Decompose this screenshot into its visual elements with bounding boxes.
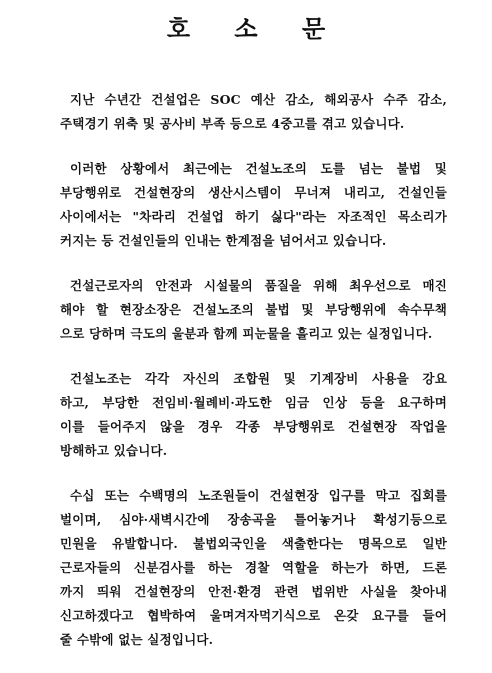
paragraph-line: 주택경기 위축 및 공사비 부족 등으로 4중고를 겪고 있습니다. [60, 116, 405, 131]
paragraph-line: 커지는 등 건설인들의 인내는 한계점을 넘어서고 있습니다. [60, 233, 387, 248]
paragraph-4 [60, 367, 447, 463]
paragraph-line: 지난 수년간 건설업은 SOC 예산 감소, 해외공사 수주 감소, [70, 92, 447, 107]
paragraph-line: 해야 할 현장소장은 건설노조의 불법 및 부당행위에 속수무책 [60, 302, 447, 317]
paragraph-line: 민원을 유발합니다. 불법외국인을 색출한다는 명목으로 일반 [60, 536, 447, 551]
paragraph-line: 부당행위로 건설현장의 생산시스템이 무너져 내리고, 건설인들 [60, 185, 447, 200]
paragraph-line: 으로 당하며 극도의 울분과 함께 피눈물을 흘리고 있는 실정입니다. [60, 326, 433, 341]
document-title: 호 소 문 [166, 14, 344, 43]
paragraph-line: 사이에서는 "차라리 건설업 하기 싫다"라는 자조적인 목소리가 [60, 209, 447, 224]
paragraph-line: 방해하고 있습니다. [60, 443, 168, 458]
paragraph-line: 건설노조는 각각 자신의 조합원 및 기계장비 사용을 강요 [70, 371, 447, 386]
paragraph-1 [60, 88, 447, 136]
paragraph-line: 줄 수밖에 없는 실정입니다. [60, 632, 214, 647]
paragraph-line: 이러한 상황에서 최근에는 건설노조의 도를 넘는 불법 및 [70, 161, 447, 176]
paragraph-3 [60, 274, 447, 346]
paragraph-line: 하고, 부당한 전임비·월례비·과도한 임금 인상 등을 요구하며 [60, 395, 447, 410]
paragraph-line: 이를 들어주지 않을 경우 각종 부당행위로 건설현장 작업을 [60, 419, 447, 434]
paragraph-line: 근로자들의 신분검사를 하는 경찰 역할을 하는가 하면, 드론 [60, 560, 447, 575]
paragraph-line: 까지 띄워 건설현장의 안전·환경 관련 법위반 사실을 찾아내 [60, 584, 447, 599]
paragraph-5 [60, 484, 447, 652]
paragraph-line: 수십 또는 수백명의 노조원들이 건설현장 입구를 막고 집회를 [70, 488, 447, 503]
paragraph-2 [60, 157, 447, 253]
paragraph-line: 신고하겠다고 협박하여 울며겨자먹기식으로 온갖 요구를 들어 [60, 608, 447, 623]
document-body [60, 88, 447, 673]
paragraph-line: 건설근로자의 안전과 시설물의 품질을 위해 최우선으로 매진 [70, 278, 447, 293]
paragraph-line: 벌이며, 심야·새벽시간에 장송곡을 틀어놓거나 확성기등으로 [60, 512, 447, 527]
